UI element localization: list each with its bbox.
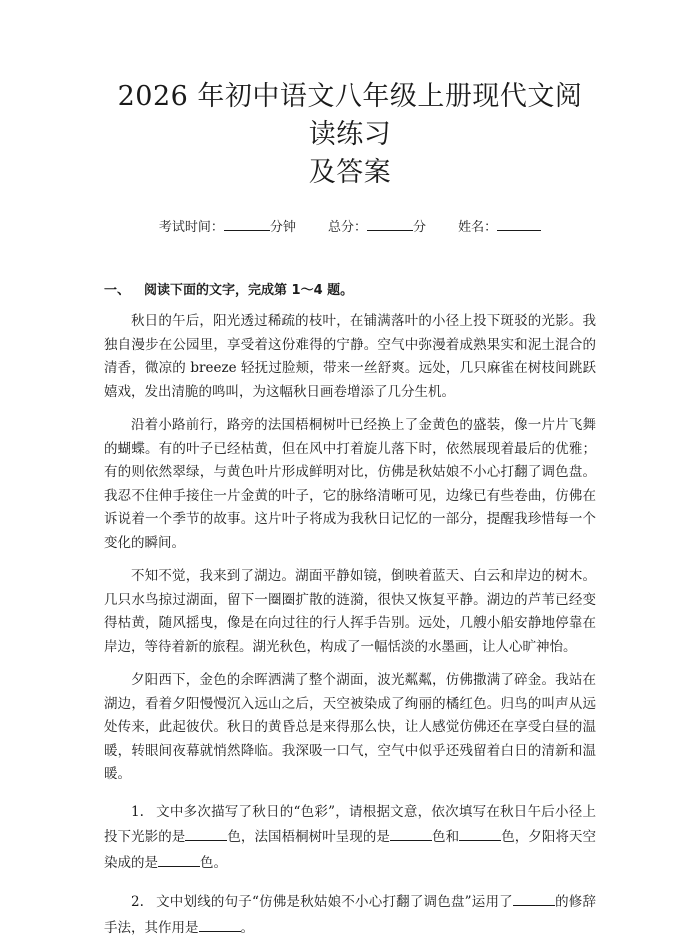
question-list [104, 801, 596, 940]
name-label: 姓名： [458, 220, 497, 235]
question-2 [104, 889, 596, 940]
question-1-blank-4[interactable] [158, 850, 200, 867]
section-number: 一、 [104, 283, 130, 298]
passage-paragraph-1: 秋日的午后，阳光透过稀疏的枝叶，在铺满落叶的小径上投下斑驳的光影。我独自漫步在公园里，享受着这份难得的宁静。空气中弥漫着成熟果实和泥土混合的清香，微凉的 breeze 轻抚过脸颊，带来一丝舒爽。远处，几只麻雀在树枝间跳跃嬉戏，发出清脆的鸣叫，为这幅秋日画卷增添了几分生机。 [104, 310, 596, 404]
question-2-text-a: 文中划线的句子“仿佛是秋姑娘不小心打翻了调色盘”运用了 [156, 894, 513, 910]
title-line-1: 2026 年初中语文八年级上册现代文阅读练习 [118, 81, 583, 150]
section-heading [104, 280, 596, 302]
title-line-2: 及答案 [309, 157, 392, 188]
name-blank [497, 216, 541, 231]
question-1-blank-3[interactable] [459, 824, 501, 841]
reading-passage [104, 310, 596, 787]
question-2-text-b: 的修辞手法，其作用是 [104, 894, 596, 936]
total-score-unit: 分 [413, 220, 426, 235]
question-1-text-d: 色，夕阳将天空染成的是 [104, 829, 596, 871]
question-1-text-b: 色，法国梧桐树叶呈现的是 [227, 829, 390, 845]
passage-paragraph-3: 不知不觉，我来到了湖边。湖面平静如镜，倒映着蓝天、白云和岸边的树木。几只水鸟掠过湖面，留下一圈圈扩散的涟漪，很快又恢复平静。湖边的芦苇已经变得枯黄，随风摇曳，像是在向过往的行人挥手告别。远处，几艘小船安静地停靠在岸边，等待着新的旅程。湖光秋色，构成了一幅恬淡的水墨画，让人心旷神怡。 [104, 565, 596, 659]
question-1-blank-2[interactable] [390, 824, 432, 841]
question-2-text-c: 。 [241, 920, 255, 936]
exam-time-blank [224, 216, 270, 231]
question-2-number: 2. [131, 894, 144, 910]
question-1 [104, 801, 596, 876]
question-1-text-c: 色和 [432, 829, 459, 845]
total-score-label: 总分： [328, 220, 367, 235]
name-field [458, 216, 541, 238]
exam-time-unit: 分钟 [270, 220, 296, 235]
total-score-blank [367, 216, 413, 231]
question-2-blank-2[interactable] [199, 915, 241, 932]
question-1-text-e: 色。 [200, 855, 227, 871]
question-1-blank-1[interactable] [185, 824, 227, 841]
question-1-text-a: 文中多次描写了秋日的“色彩”，请根据文意，依次填写在秋日午后小径上投下光影的是 [104, 804, 596, 846]
exam-info-line [104, 216, 596, 238]
total-score-field [328, 216, 426, 238]
document-title [104, 78, 596, 192]
exam-time-label: 考试时间： [159, 220, 224, 235]
question-2-blank-1[interactable] [513, 889, 555, 906]
exam-time-field [159, 216, 296, 238]
passage-paragraph-4: 夕阳西下，金色的余晖洒满了整个湖面，波光粼粼，仿佛撒满了碎金。我站在湖边，看着夕阳慢慢沉入远山之后，天空被染成了绚丽的橘红色。归鸟的叫声从远处传来，此起彼伏。秋日的黄昏总是来得那么快，让人感觉仿佛还在享受白昼的温暖，转眼间夜幕就悄然降临。我深吸一口气，空气中似乎还残留着白日的清新和温暖。 [104, 669, 596, 787]
section-instruction: 阅读下面的文字，完成第 1～4 题。 [144, 283, 353, 298]
question-1-number: 1. [131, 804, 144, 820]
passage-paragraph-2: 沿着小路前行，路旁的法国梧桐树叶已经换上了金黄色的盛装，像一片片飞舞的蝴蝶。有的叶子已经枯黄，但在风中打着旋儿落下时，依然展现着最后的优雅；有的则依然翠绿，与黄色叶片形成鲜明对比，仿佛是秋姑娘不小心打翻了调色盘。我忍不住伸手接住一片金黄的叶子，它的脉络清晰可见，边缘已有些卷曲，仿佛在诉说着一个季节的故事。这片叶子将成为我秋日记忆的一部分，提醒我珍惜每一个变化的瞬间。 [104, 414, 596, 555]
